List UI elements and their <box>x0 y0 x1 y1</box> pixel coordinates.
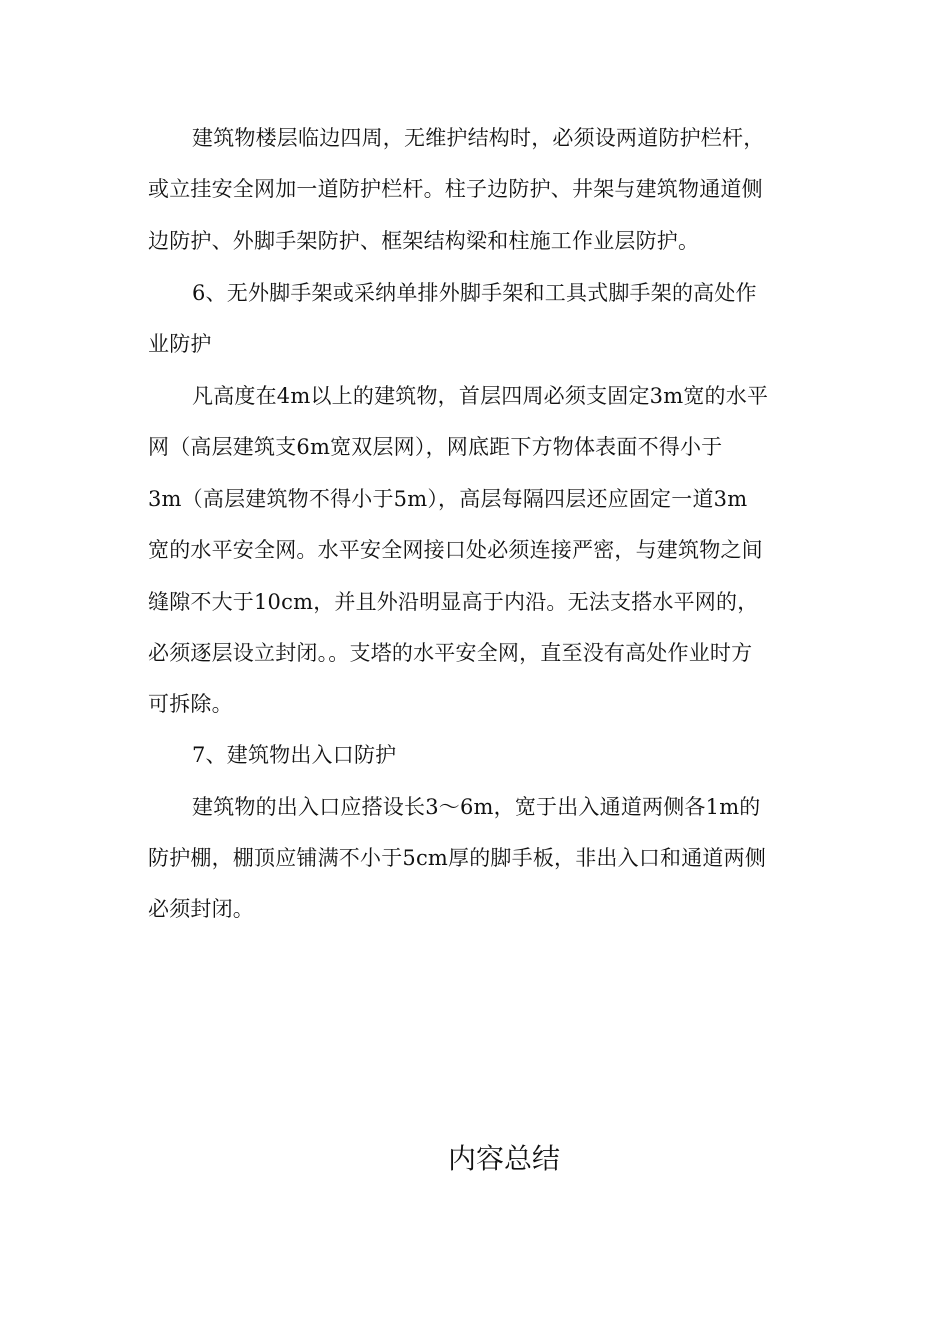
paragraph-1-line-2: 或立挂安全网加一道防护栏杆。柱子边防护、井架与建筑物通道侧 <box>148 177 763 201</box>
paragraph-1-line-1: 建筑物楼层临边四周，无维护结构时，必须设两道防护栏杆， <box>192 126 765 150</box>
paragraph-3-line-2: 防护棚，棚顶应铺满不小于5cm厚的脚手板，非出入口和通道两侧 <box>148 846 767 870</box>
heading-6-line-1: 6、无外脚手架或采纳单排外脚手架和工具式脚手架的高处作 <box>192 281 757 305</box>
paragraph-2-line-3: 3m（高层建筑物不得小于5m），高层每隔四层还应固定一道3m <box>148 487 748 511</box>
paragraph-1-line-3: 边防护、外脚手架防护、框架结构梁和柱施工作业层防护。 <box>148 229 700 253</box>
summary-title: 内容总结 <box>447 1142 560 1175</box>
paragraph-2-line-5: 缝隙不大于10cm，并且外沿明显高于内沿。无法支搭水平网的， <box>148 590 759 614</box>
paragraph-3-line-1: 建筑物的出入口应搭设长3～6m，宽于出入通道两侧各1m的 <box>192 795 761 819</box>
paragraph-2-line-7: 可拆除。 <box>148 692 233 716</box>
paragraph-2-line-1: 凡高度在4m以上的建筑物，首层四周必须支固定3m宽的水平 <box>192 384 769 408</box>
paragraph-2-line-4: 宽的水平安全网。水平安全网接口处必须连接严密，与建筑物之间 <box>148 538 763 562</box>
paragraph-3-line-3: 必须封闭。 <box>148 897 254 921</box>
heading-6-line-2: 业防护 <box>148 332 212 356</box>
paragraph-2-line-6: 必须逐层设立封闭。。支塔的水平安全网，直至没有高处作业时方 <box>148 641 753 665</box>
heading-7: 7、建筑物出入口防护 <box>192 743 397 767</box>
paragraph-2-line-2: 网（高层建筑支6m宽双层网），网底距下方物体表面不得小于 <box>148 435 723 459</box>
